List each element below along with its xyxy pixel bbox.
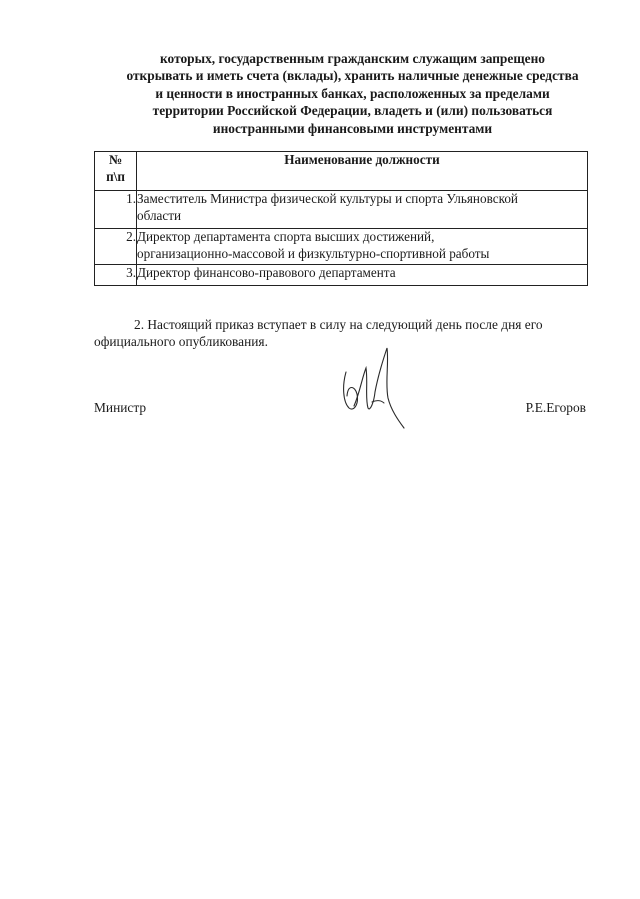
number-header-line-1: № <box>108 152 123 167</box>
position-name-line: Заместитель Министра физической культуры и спорта Ульяновской <box>137 191 518 206</box>
paragraph-line: 2. Настоящий приказ вступает в силу на следующий день после дня его <box>134 317 543 332</box>
position-name-line: Директор департамента спорта высших достижений, <box>137 229 435 244</box>
table-row <box>95 191 588 229</box>
position-name <box>137 265 588 286</box>
position-name-line: организационно-массовой и физкультурно-спортивной работы <box>137 245 490 261</box>
handwritten-signature <box>332 342 412 432</box>
position-name-line: Директор финансово-правового департамента <box>137 265 396 280</box>
heading-block <box>90 50 615 137</box>
positions-table <box>94 151 588 286</box>
signatory-name: Р.Е.Егоров <box>525 400 586 415</box>
position-name-line: области <box>137 207 182 223</box>
row-number: 2. <box>95 229 137 265</box>
heading-line: иностранными финансовыми инструментами <box>212 120 493 136</box>
table-row <box>95 265 588 286</box>
signatory-title: Министр <box>94 400 147 415</box>
heading-line: открывать и иметь счета (вклады), хранить наличные денежные средства <box>126 68 579 84</box>
number-column-header <box>95 152 137 191</box>
paragraph-line: официального опубликования. <box>94 334 268 350</box>
heading-line: которых, государственным гражданским служащим запрещено <box>160 51 545 66</box>
number-header-line-2: п\п <box>106 168 125 184</box>
position-name <box>137 229 588 265</box>
heading-line: территории Российской Федерации, владеть и (или) пользоваться <box>152 103 553 119</box>
table-row <box>95 229 588 265</box>
position-column-header: Наименование должности <box>137 152 588 191</box>
row-number: 1. <box>95 191 137 229</box>
table-header-row <box>95 152 588 191</box>
row-number: 3. <box>95 265 137 286</box>
position-name <box>137 191 588 229</box>
heading-line: и ценности в иностранных банках, расположенных за пределами <box>155 85 550 101</box>
